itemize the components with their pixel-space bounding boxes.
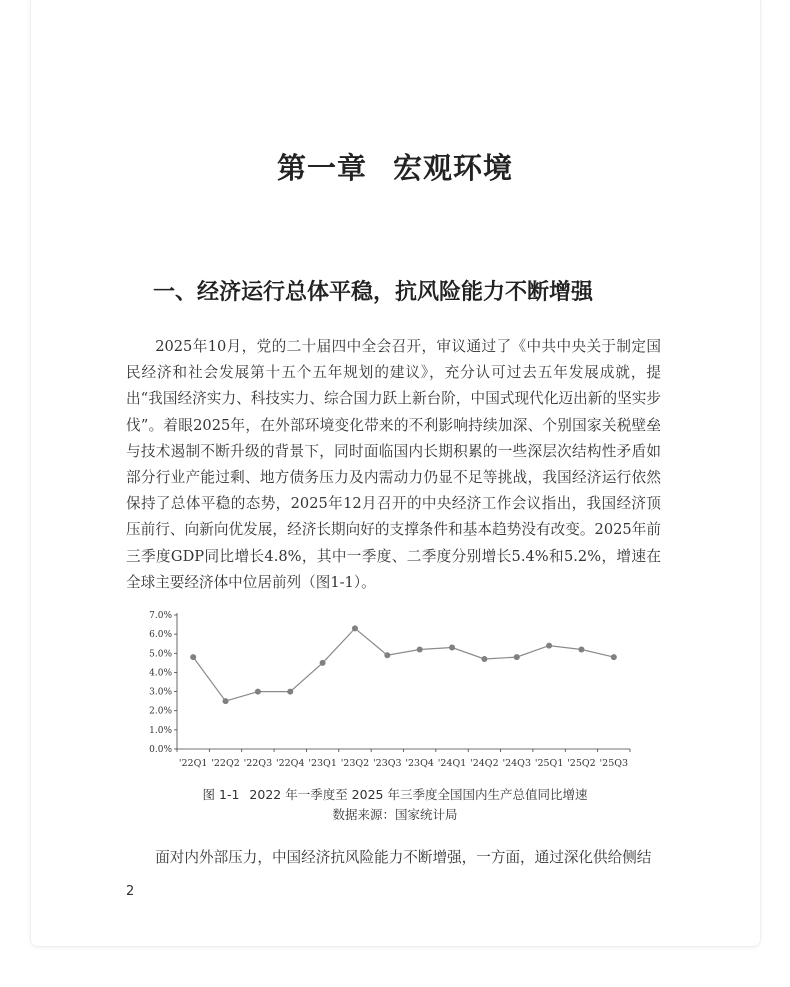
y-tick-label: 3.0% [149, 687, 172, 698]
y-tick-label: 0.0% [149, 745, 172, 755]
series-gdp-growth [190, 625, 617, 704]
x-tick-label: '22Q3 [243, 758, 273, 769]
chapter-name: 宏观环境 [393, 151, 514, 185]
y-axis [149, 611, 177, 755]
y-tick-label: 1.0% [149, 725, 172, 736]
x-tick-label: '23Q3 [373, 758, 402, 769]
body-paragraph-1 [126, 334, 661, 596]
x-tick-label: '22Q1 [178, 758, 208, 769]
x-tick-label: '25Q1 [534, 758, 564, 769]
data-point [481, 656, 487, 662]
data-point [352, 625, 358, 631]
data-point [417, 646, 423, 652]
figure-source: 数据来源：国家统计局 [332, 807, 458, 822]
figure-caption-block [0, 785, 790, 825]
figure-caption-text: 2022 年一季度至 2025 年三季度全国国内生产总值同比增速 [249, 787, 588, 802]
x-tick-label: '24Q2 [470, 758, 499, 769]
data-point [320, 660, 326, 666]
x-axis [177, 749, 630, 769]
data-point [514, 654, 520, 660]
data-point [223, 698, 229, 704]
data-point [611, 654, 617, 660]
x-tick-label: '23Q1 [308, 758, 337, 769]
x-tick-label: '23Q2 [340, 758, 370, 769]
section-title: 一、经济运行总体平稳，抗风险能力不断增强 [153, 279, 594, 305]
x-tick-label: '23Q4 [405, 758, 434, 769]
gdp-growth-line-chart [140, 605, 640, 775]
data-point [546, 643, 552, 649]
y-tick-label: 2.0% [149, 706, 172, 717]
data-point [384, 652, 390, 658]
body-paragraph-2: 面对内外部压力，中国经济抗风险能力不断增强，一方面，通过深化供给侧结 [155, 849, 652, 866]
y-tick-label: 6.0% [149, 630, 172, 641]
chapter-title [0, 146, 790, 187]
data-point [287, 689, 293, 695]
data-point [449, 645, 455, 651]
figure-number: 图 1-1 [202, 787, 240, 802]
data-point [255, 689, 261, 695]
y-tick-label: 5.0% [149, 649, 172, 660]
figure-caption [0, 785, 790, 805]
chapter-number: 第一章 [276, 151, 367, 185]
y-tick-label: 4.0% [149, 668, 172, 679]
x-tick-label: '25Q2 [567, 758, 596, 769]
x-tick-label: '22Q2 [211, 758, 240, 769]
data-point [578, 646, 584, 652]
page-number: 2 [126, 884, 135, 899]
x-tick-label: '24Q3 [502, 758, 532, 769]
y-tick-label: 7.0% [149, 611, 172, 621]
x-tick-label: '24Q1 [437, 758, 467, 769]
paragraph-text: 2025年10月，党的二十届四中全会召开，审议通过了《中共中央关于制定国民经济和社会发展第十五个五年规划的建议》，充分认可过去五年发展成就，提出“我国经济实力、科技实力、综合国力跃上新台阶，中国式现代化迈出新的坚实步伐”。着眼2025年，在外部环境变化带来的不利影响持续加深、个别国家关税壁垒与技术遏制不断升级的背景下，同时面临国内长期积累的一些深层次结构性矛盾如部分行业产能过剩、地方债务压力及内需动力仍显不足等挑战，我国经济运行依然保持了总体平稳的态势，2025年12月召开的中央经济工作会议指出，我国经济顶压前行、向新向优发展，经济长期向好的支撑条件和基本趋势没有改变。2025年前三季度GDP同比增长4.8%，其中一季度、二季度分别增长5.4%和5.2%，增速在全球主要经济体中位居前列（图1-1）。 [126, 338, 661, 591]
x-tick-label: '25Q3 [599, 758, 629, 769]
x-tick-label: '22Q4 [275, 758, 305, 769]
data-point [190, 654, 196, 660]
